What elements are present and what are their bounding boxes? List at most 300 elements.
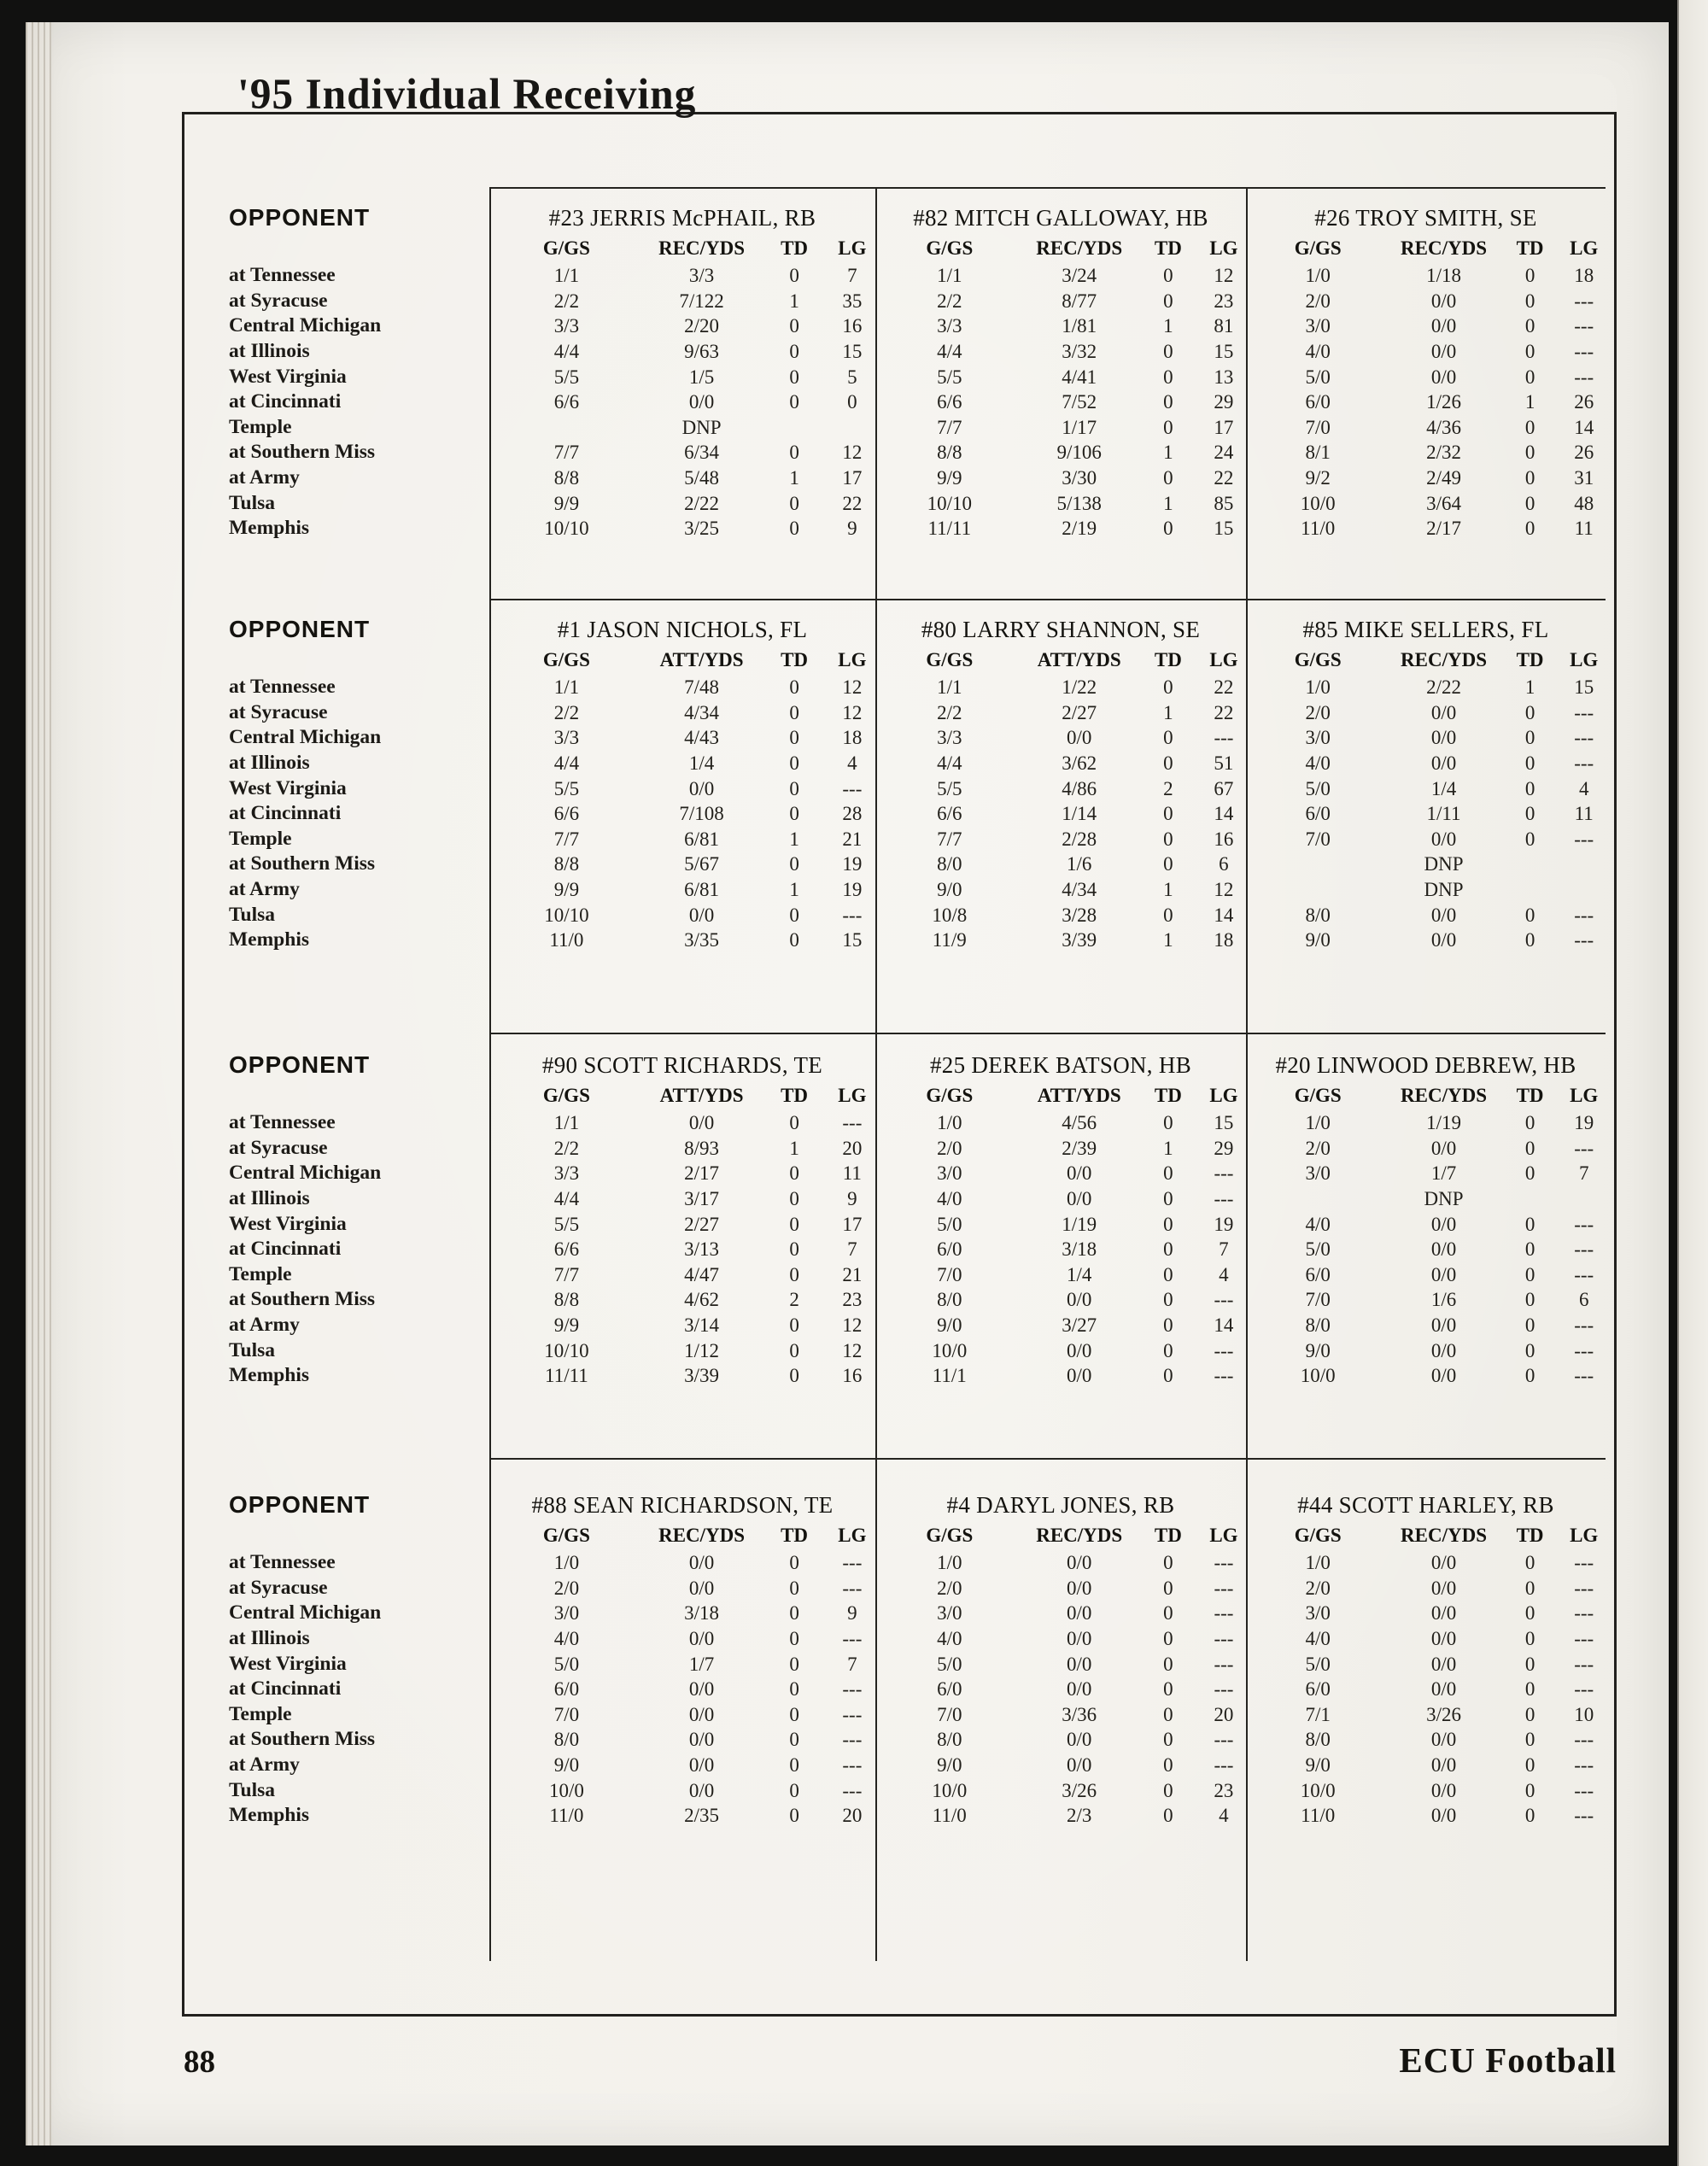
stat-cell: ---: [1214, 1289, 1234, 1311]
stat-cell: 1/7: [1430, 1162, 1457, 1185]
stat-cell: 7: [847, 1238, 857, 1261]
stat-cell: 1/7: [688, 1653, 715, 1675]
stat-cell: 0: [789, 442, 799, 464]
stat-column-header: G/GS: [926, 237, 974, 259]
stat-cell: 1: [1163, 442, 1173, 464]
stat-cell: 0/0: [688, 1703, 715, 1725]
stat-cell: ---: [842, 1552, 863, 1573]
stats-block: [184, 615, 1606, 953]
stat-cell: 0/0: [1430, 1678, 1457, 1701]
stat-column-header: LG: [1209, 1525, 1238, 1546]
opponent-name: West Virginia: [229, 776, 347, 799]
opponent-name: at Army: [229, 1314, 300, 1337]
stat-row: [489, 675, 875, 700]
player-stat-table: [1246, 203, 1606, 542]
stat-cell: ---: [1214, 1577, 1234, 1599]
stat-row: [1246, 1237, 1606, 1262]
stat-cell: 8/8: [553, 467, 580, 489]
stat-column-header: TD: [1516, 237, 1544, 259]
stat-cell: 10/10: [544, 904, 589, 926]
player-stat-table: [875, 203, 1246, 542]
stat-cell: ---: [842, 777, 863, 799]
stat-cell: 4: [1578, 777, 1589, 799]
stat-row: [875, 1212, 1246, 1238]
stat-row: [489, 289, 875, 314]
stat-cell: 1: [789, 879, 799, 901]
stat-column-header: ATT/YDS: [659, 1085, 744, 1106]
stat-cell: 0: [1524, 1213, 1535, 1235]
stat-row: [489, 1727, 875, 1753]
stat-row: [875, 928, 1246, 953]
stat-cell: 0: [1163, 1213, 1173, 1235]
stat-cell: 0/0: [1066, 1577, 1092, 1599]
player-table-title: #1 JASON NICHOLS, FL: [557, 617, 808, 642]
stat-cell: 6: [1578, 1289, 1589, 1311]
stat-cell: 5/5: [553, 777, 580, 799]
stat-cell: 10/0: [1300, 492, 1336, 514]
stat-cell: 9: [847, 518, 857, 540]
stat-column-header: LG: [1570, 237, 1599, 259]
stat-cell: 17: [842, 467, 863, 489]
stat-cell: 0/0: [1430, 904, 1457, 926]
stat-cell: 3/0: [937, 1602, 962, 1624]
stat-cell: ---: [1574, 828, 1594, 850]
stat-cell: 10/10: [544, 1339, 589, 1361]
player-table-title: #88 SEAN RICHARDSON, TE: [531, 1492, 834, 1518]
stat-cell: ---: [1214, 1339, 1234, 1361]
stat-cell: 1/4: [1066, 1263, 1092, 1285]
opponent-name: Tulsa: [229, 1778, 276, 1801]
stat-cell: 6/34: [684, 442, 720, 464]
stat-cell: ---: [1574, 1805, 1594, 1827]
opponent-name: at Tennessee: [229, 1551, 336, 1573]
stat-cell: 3/0: [1305, 1602, 1331, 1624]
stat-row: [875, 440, 1246, 465]
stat-row: [875, 827, 1246, 852]
stat-cell: 5/0: [937, 1213, 962, 1235]
stat-cell: 0: [1163, 340, 1173, 362]
stat-row: [489, 365, 875, 390]
stat-cell: [1498, 852, 1563, 877]
stat-cell: 0: [1163, 1805, 1173, 1827]
stat-cell: 4: [1219, 1805, 1229, 1827]
stat-cell: 4/34: [684, 701, 720, 723]
stat-cell: 11/0: [932, 1805, 967, 1827]
stat-cell: 7/0: [1305, 828, 1331, 850]
stat-cell: 10/0: [1300, 1365, 1336, 1387]
stat-cell: 19: [1574, 1112, 1594, 1133]
stat-cell: 0/0: [1430, 1779, 1457, 1801]
opponent-name: at Cincinnati: [229, 390, 342, 413]
stat-cell: 15: [1214, 1112, 1234, 1133]
stat-cell: 0/0: [1066, 1162, 1092, 1185]
stat-cell: 3/36: [1062, 1703, 1097, 1725]
stat-cell: 3/39: [684, 1365, 720, 1387]
opponent-name: Temple: [229, 1262, 292, 1285]
opponent-name: at Tennessee: [229, 264, 336, 286]
stat-header-row: [1246, 236, 1606, 263]
stat-cell: 1: [789, 290, 799, 312]
stat-row: [875, 1652, 1246, 1677]
stat-cell: 4/0: [937, 1627, 962, 1649]
stat-cell: 0: [1163, 1238, 1173, 1261]
player-stat-table: [875, 615, 1246, 953]
stat-cell: 0: [1524, 929, 1535, 951]
stat-row: [489, 700, 875, 726]
stat-cell: 1/4: [688, 752, 715, 774]
stat-cell: 10/10: [927, 492, 972, 514]
stat-cell: 0: [1524, 1678, 1535, 1701]
stat-row: [1246, 1313, 1606, 1338]
stat-cell: ---: [1574, 701, 1594, 723]
opponent-name: Tulsa: [229, 1338, 276, 1361]
stat-cell: 0: [1524, 1162, 1535, 1185]
stat-row: [875, 313, 1246, 339]
stat-cell: 8/1: [1305, 442, 1331, 464]
stat-cell: [1562, 852, 1606, 877]
stat-cell: 7/48: [684, 676, 720, 698]
stat-cell: 9/0: [1305, 1339, 1331, 1361]
stat-cell: 9/9: [553, 1314, 580, 1337]
stat-cell: ---: [1574, 340, 1594, 362]
stat-cell: 2/35: [684, 1805, 720, 1827]
stat-cell: 5/0: [1305, 366, 1331, 388]
stat-row: [1246, 339, 1606, 365]
stat-cell: 0: [789, 315, 799, 337]
stat-row: [1246, 675, 1606, 700]
stat-cell: ---: [1574, 1729, 1594, 1751]
stat-cell: 1/12: [684, 1339, 720, 1361]
table-divider-horizontal: [489, 599, 1606, 600]
stat-cell: 7/7: [553, 442, 580, 464]
page-title: '95 Individual Receiving: [237, 71, 697, 119]
stat-row: [875, 1753, 1246, 1778]
stat-cell: 0: [1163, 1187, 1173, 1209]
stat-cell: 26: [1574, 442, 1594, 464]
stat-cell: 0: [1524, 1365, 1535, 1387]
stat-cell: 3/0: [1305, 315, 1331, 337]
stat-cell: 3/30: [1062, 467, 1097, 489]
stat-cell: 0: [1524, 701, 1535, 723]
stat-column-header: G/GS: [926, 1525, 974, 1546]
stat-cell: 3/0: [553, 1602, 580, 1624]
stat-cell: DNP: [681, 416, 722, 438]
stat-cell: 4/43: [684, 727, 720, 749]
stat-cell: 1: [789, 828, 799, 850]
stat-cell: 0: [789, 1339, 799, 1361]
stat-cell: 26: [1574, 391, 1594, 413]
stat-cell: 7: [1219, 1238, 1229, 1261]
stat-row: [1246, 289, 1606, 314]
player-table-title: #23 JERRIS McPHAIL, RB: [548, 205, 816, 231]
stat-cell: 22: [1214, 676, 1234, 698]
stat-cell: 0: [1524, 777, 1535, 799]
opponent-name: at Southern Miss: [229, 852, 376, 875]
stat-cell: [829, 415, 875, 441]
stat-cell: ---: [1574, 1314, 1594, 1337]
stat-column-header: TD: [1516, 1525, 1544, 1546]
stat-cell: ---: [1214, 1602, 1234, 1624]
stat-cell: 0/0: [1430, 340, 1457, 362]
stat-cell: 9/0: [553, 1754, 580, 1777]
stat-cell: ---: [842, 1754, 863, 1777]
stat-row: [1246, 1753, 1606, 1778]
stat-cell: 0/0: [1430, 1365, 1457, 1387]
stat-cell: DNP: [1424, 879, 1464, 901]
stat-cell: 20: [842, 1805, 863, 1827]
stat-cell: 28: [842, 803, 863, 825]
stat-cell: 0/0: [1066, 1653, 1092, 1675]
stat-cell: 5/0: [937, 1653, 962, 1675]
stat-cell: 5/67: [684, 853, 720, 875]
stat-row: [1246, 491, 1606, 517]
stat-cell: 0/0: [1430, 1805, 1457, 1827]
stat-cell: 0: [789, 265, 799, 286]
stat-cell: 4/4: [553, 340, 580, 362]
stat-row: [489, 1601, 875, 1626]
stat-row: [489, 1803, 875, 1829]
opponent-name: at Southern Miss: [229, 441, 376, 464]
player-stat-table: [1246, 615, 1606, 953]
stat-cell: 14: [1214, 1314, 1234, 1337]
stat-row: [875, 1287, 1246, 1313]
stat-cell: 5/0: [553, 1653, 580, 1675]
stat-cell: 22: [1214, 467, 1234, 489]
stat-cell: 11/0: [1301, 518, 1336, 540]
stat-cell: 1/22: [1062, 676, 1097, 698]
player-stat-table: [489, 615, 875, 953]
stat-cell: 12: [842, 676, 863, 698]
player-stat-table: [875, 1490, 1246, 1829]
stat-row: [1246, 725, 1606, 751]
opponent-name: Memphis: [229, 1364, 309, 1387]
stat-cell: 16: [1214, 828, 1234, 850]
stat-cell: 8/0: [1305, 1314, 1331, 1337]
stat-column-header: G/GS: [1294, 649, 1342, 670]
stat-cell: ---: [842, 1577, 863, 1599]
stat-cell: 4/56: [1062, 1112, 1097, 1133]
stat-row: [875, 776, 1246, 802]
stat-cell: 7: [847, 265, 857, 286]
stat-cell: 3/18: [1062, 1238, 1097, 1261]
opponent-name: at Tennessee: [229, 1111, 336, 1133]
stat-cell: 10: [1574, 1703, 1594, 1725]
player-stat-table: [489, 203, 875, 542]
stat-cell: 10/0: [1300, 1779, 1336, 1801]
stat-cell: 3/64: [1426, 492, 1461, 514]
stat-cell: 10/10: [544, 518, 589, 540]
stat-cell: 0/0: [1430, 1238, 1457, 1261]
stat-cell: 2/32: [1426, 442, 1461, 464]
stat-cell: 0: [789, 1602, 799, 1624]
stat-cell: 0: [1163, 727, 1173, 749]
stat-cell: 4/4: [937, 340, 962, 362]
stat-cell: 0: [789, 1187, 799, 1209]
stat-column-header: G/GS: [542, 649, 590, 670]
stat-cell: 0: [1524, 492, 1535, 514]
stats-block: [184, 1051, 1606, 1389]
stat-cell: 23: [1214, 290, 1234, 312]
stat-cell: 0/0: [1430, 1137, 1457, 1159]
stat-column-header: LG: [838, 237, 867, 259]
stat-cell: [1498, 877, 1563, 903]
stat-cell: 0: [789, 1653, 799, 1675]
stat-cell: 4/0: [1305, 752, 1331, 774]
stat-cell: 3/39: [1062, 929, 1097, 951]
opponent-name: West Virginia: [229, 1652, 347, 1675]
stat-cell: ---: [1574, 1238, 1594, 1261]
page-footer: [184, 2040, 1617, 2081]
stat-cell: 16: [842, 315, 863, 337]
stat-row: [489, 389, 875, 415]
stat-column-header: REC/YDS: [1036, 237, 1123, 259]
stat-row: [1246, 1212, 1606, 1238]
stat-cell: 4/47: [684, 1263, 720, 1285]
stat-cell: 5/48: [684, 467, 720, 489]
stat-cell: 9/106: [1056, 442, 1102, 464]
opponent-list: [229, 263, 489, 542]
stat-row: [1246, 1110, 1606, 1136]
stat-cell: 2/17: [684, 1162, 720, 1185]
stat-row: [875, 415, 1246, 441]
stat-cell: 1/26: [1426, 391, 1461, 413]
stat-cell: 2/0: [553, 1577, 580, 1599]
stat-cell: 3/25: [684, 518, 720, 540]
stat-cell: ---: [1574, 1365, 1594, 1387]
stat-cell: 9/63: [684, 340, 720, 362]
opponent-name: at Southern Miss: [229, 1288, 376, 1311]
stat-row: [1246, 776, 1606, 802]
stat-cell: 17: [1214, 416, 1234, 438]
stat-cell: 2/20: [684, 315, 720, 337]
stat-cell: 9/0: [1305, 1754, 1331, 1777]
stat-row: [1246, 1136, 1606, 1162]
stat-cell: 3/32: [1062, 340, 1097, 362]
stat-cell: 29: [1214, 1137, 1234, 1159]
stat-cell: 0/0: [1430, 1754, 1457, 1777]
stat-cell: 2/49: [1426, 467, 1461, 489]
player-table-title: #20 LINWOOD DEBREW, HB: [1275, 1052, 1576, 1078]
stat-cell: 0: [789, 752, 799, 774]
stat-cell: 1: [1163, 701, 1173, 723]
stat-row: [1246, 1287, 1606, 1313]
stat-cell: 4: [847, 752, 857, 774]
stat-cell: ---: [1574, 1602, 1594, 1624]
stat-cell: ---: [1574, 290, 1594, 312]
footer-brand: ECU Football: [1399, 2040, 1617, 2080]
stat-cell: 9/0: [937, 1314, 962, 1337]
stat-cell: 0: [789, 1314, 799, 1337]
stats-frame: [182, 112, 1617, 2017]
stat-row: [489, 1287, 875, 1313]
stat-row: [875, 1550, 1246, 1576]
stat-cell: 9/0: [937, 1754, 962, 1777]
stat-row: [1246, 516, 1606, 542]
stat-row: [875, 801, 1246, 827]
stat-cell: 9/0: [1305, 929, 1331, 951]
stat-cell: 4/4: [553, 1187, 580, 1209]
stat-cell: 0/0: [688, 904, 715, 926]
player-stat-table: [1246, 1051, 1606, 1389]
stat-cell: 0/0: [1430, 1729, 1457, 1751]
stat-column-header: TD: [1154, 1525, 1182, 1546]
stat-cell: 4/36: [1426, 416, 1461, 438]
stat-cell: 6: [1219, 853, 1229, 875]
stat-cell: 0/0: [1430, 315, 1457, 337]
stat-cell: 0: [1163, 1552, 1173, 1573]
stat-column-header: TD: [781, 1085, 809, 1106]
stat-row: [489, 1136, 875, 1162]
stat-cell: 8/0: [1305, 1729, 1331, 1751]
stat-cell: 6/0: [1305, 803, 1331, 825]
stat-cell: 11: [842, 1162, 862, 1185]
stat-cell: 1/14: [1062, 803, 1097, 825]
stat-cell: 1/4: [1430, 777, 1457, 799]
stats-block: [184, 1490, 1606, 1829]
stat-cell: 2/0: [937, 1137, 962, 1159]
stat-cell: 0: [789, 803, 799, 825]
stat-cell: 0/0: [688, 391, 715, 413]
stat-cell: 0: [789, 1729, 799, 1751]
stat-row: [489, 1702, 875, 1728]
stat-cell: 0: [1524, 1577, 1535, 1599]
opponent-name: at Syracuse: [229, 1576, 328, 1599]
stat-cell: 18: [1574, 265, 1594, 286]
stat-cell: 3/27: [1062, 1314, 1097, 1337]
stat-row: [875, 516, 1246, 542]
stat-cell: 0: [789, 1627, 799, 1649]
stat-cell: 3/26: [1426, 1703, 1461, 1725]
stat-cell: 0/0: [1430, 290, 1457, 312]
stat-cell: 0/0: [1430, 1552, 1457, 1573]
stat-cell: 0: [1163, 1602, 1173, 1624]
stat-cell: 2/17: [1426, 518, 1461, 540]
stat-cell: 8/77: [1062, 290, 1097, 312]
stat-cell: 1/6: [1430, 1289, 1457, 1311]
player-table-title: #82 MITCH GALLOWAY, HB: [913, 205, 1208, 231]
stat-cell: ---: [1214, 1552, 1234, 1573]
stat-row: [875, 1186, 1246, 1212]
stat-row: [875, 1136, 1246, 1162]
stat-row: [875, 725, 1246, 751]
stat-cell: 1: [1524, 676, 1535, 698]
stat-row: [1246, 1702, 1606, 1728]
stat-cell: 3/62: [1062, 752, 1097, 774]
stat-row: [489, 465, 875, 491]
stat-row: [1246, 1338, 1606, 1364]
stat-cell: 4/0: [1305, 340, 1331, 362]
stat-row: [875, 675, 1246, 700]
stat-cell: [1498, 1186, 1563, 1212]
opponent-name: at Illinois: [229, 339, 310, 362]
stat-cell: 2/0: [1305, 290, 1331, 312]
stat-cell: 0: [1524, 727, 1535, 749]
stat-cell: 8/8: [553, 1289, 580, 1311]
stat-cell: 1/81: [1062, 315, 1097, 337]
stat-cell: 0: [789, 1112, 799, 1133]
opponent-name: Temple: [229, 827, 292, 850]
stat-cell: 0: [1163, 391, 1173, 413]
stat-cell: 12: [842, 1339, 863, 1361]
page-number: 88: [184, 2045, 215, 2080]
stat-cell: 7/7: [553, 828, 580, 850]
stat-column-header: LG: [1209, 649, 1238, 670]
stat-cell: 0/0: [1066, 1678, 1092, 1701]
stat-cell: 6/0: [1305, 1678, 1331, 1701]
stat-cell: 1/17: [1062, 416, 1097, 438]
stat-cell: 6/0: [937, 1678, 962, 1701]
stat-cell: 4/34: [1062, 879, 1097, 901]
